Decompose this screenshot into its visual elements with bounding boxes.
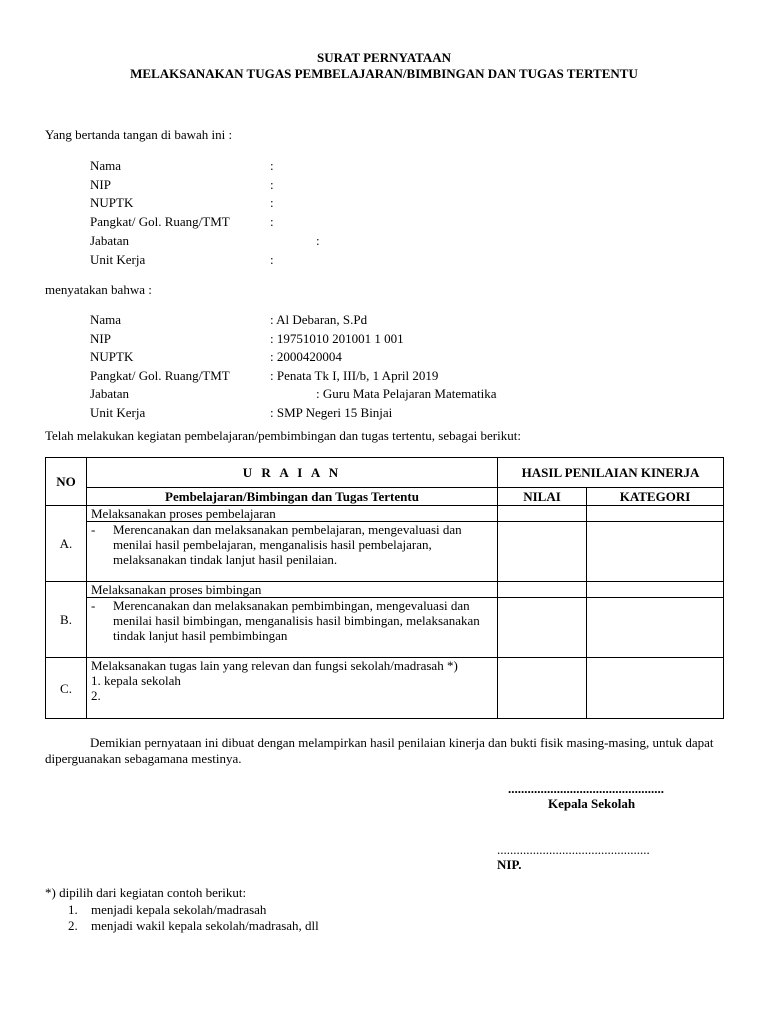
field-value: : SMP Negeri 15 Binjai — [270, 405, 393, 420]
kategori-cell — [587, 582, 724, 598]
field-label: NIP — [90, 177, 111, 192]
table-row — [46, 658, 724, 719]
table-header-row — [46, 458, 724, 488]
field-value: : Al Debaran, S.Pd — [270, 312, 368, 327]
field-label: NIP — [90, 331, 111, 346]
nilai-cell — [498, 598, 587, 658]
field-label: Unit Kerja — [90, 405, 146, 420]
footnote-item-text: menjadi kepala sekolah/madrasah — [91, 902, 267, 917]
row-number: C. — [46, 658, 87, 719]
footnote-item — [68, 901, 267, 918]
kategori-cell — [587, 522, 724, 582]
signature-nip: NIP. — [497, 857, 522, 872]
field-value: : 19751010 201001 1 001 — [270, 331, 404, 346]
signature-line-top: ................................................ — [508, 781, 664, 796]
footnote-item-number: 1. — [68, 902, 78, 917]
table-row — [46, 522, 724, 582]
field-label: NUPTK — [90, 349, 134, 364]
sub-nilai-header: NILAI — [498, 488, 587, 506]
row-item: 1. kepala sekolah — [91, 673, 181, 688]
footnote-item-text: menjadi wakil kepala sekolah/madrasah, dll — [91, 918, 319, 933]
col-no-header: NO — [46, 458, 87, 506]
field-value: : Guru Mata Pelajaran Matematika — [316, 386, 497, 401]
row-detail-text: Merencanakan dan melaksanakan pembimbingan, mengevaluasi dan menilai hasil bimbingan, menganalisis hasil bimbingan, melaksanakan tindak lanjut hasil pembimbingan — [113, 598, 480, 643]
row-heading: Melaksanakan proses pembelajaran — [87, 506, 498, 522]
footnote-intro: *) dipilih dari kegiatan contoh berikut: — [45, 885, 247, 900]
kategori-cell — [587, 506, 724, 522]
dash-bullet: - — [91, 598, 96, 613]
field-value: : — [270, 252, 274, 267]
field-value: : — [270, 177, 274, 192]
footnote-item — [68, 917, 319, 934]
footnote-item-number: 2. — [68, 918, 78, 933]
nilai-cell — [498, 658, 587, 719]
field-label: Nama — [90, 158, 122, 173]
intro-text: Yang bertanda tangan di bawah ini : — [45, 127, 233, 142]
field-label: NUPTK — [90, 195, 134, 210]
table-row — [46, 582, 724, 598]
closing-paragraph: Demikian pernyataan ini dibuat dengan melampirkan hasil penilaian kinerja dan bukti fisik masing-masing, untuk dapat diperguanakan sebagamana mestinya. — [45, 735, 714, 766]
field-value: : — [316, 233, 320, 248]
row-heading: Melaksanakan tugas lain yang relevan dan fungsi sekolah/madrasah *) — [91, 658, 458, 673]
row-number: B. — [46, 582, 87, 658]
table-row — [46, 506, 724, 522]
table-subheader-row — [46, 488, 724, 506]
sub-kategori-header: KATEGORI — [587, 488, 724, 506]
row-detail — [87, 598, 498, 658]
nilai-cell — [498, 522, 587, 582]
field-label: Jabatan — [90, 233, 129, 248]
row-heading: Melaksanakan proses bimbingan — [87, 582, 498, 598]
dash-bullet: - — [91, 522, 96, 537]
kategori-cell — [587, 658, 724, 719]
sub-uraian-header: Pembelajaran/Bimbingan dan Tugas Tertentu — [87, 488, 498, 506]
field-value: : — [270, 158, 274, 173]
field-value: : Penata Tk I, III/b, 1 April 2019 — [270, 368, 439, 383]
field-value: : — [270, 195, 274, 210]
row-item: 2. — [91, 688, 101, 703]
kategori-cell — [587, 598, 724, 658]
document-title: SURAT PERNYATAAN — [317, 50, 451, 65]
col-hasil-header: HASIL PENILAIAN KINERJA — [498, 458, 724, 488]
declare-text: menyatakan bahwa : — [45, 282, 152, 297]
row-number: A. — [46, 506, 87, 582]
signature-role: Kepala Sekolah — [548, 796, 636, 811]
row-detail — [87, 658, 498, 719]
signature-line-bottom: ............................................... — [497, 842, 650, 857]
nilai-cell — [498, 582, 587, 598]
table-row — [46, 598, 724, 658]
col-uraian-header: U R A I A N — [87, 458, 498, 488]
row-detail-text: Merencanakan dan melaksanakan pembelajaran, mengevaluasi dan menilai hasil pembelajaran, menganalisis hasil pembelajaran, melaksanakan tindak lanjut hasil penilaian. — [113, 522, 462, 567]
field-value: : — [270, 214, 274, 229]
field-label: Unit Kerja — [90, 252, 146, 267]
field-value: : 2000420004 — [270, 349, 342, 364]
document-subtitle: MELAKSANAKAN TUGAS PEMBELAJARAN/BIMBINGAN DAN TUGAS TERTENTU — [130, 66, 638, 81]
field-label: Pangkat/ Gol. Ruang/TMT — [90, 214, 230, 229]
performance-table — [45, 457, 724, 719]
field-label: Jabatan — [90, 386, 129, 401]
row-detail — [87, 522, 498, 582]
field-label: Pangkat/ Gol. Ruang/TMT — [90, 368, 230, 383]
nilai-cell — [498, 506, 587, 522]
field-label: Nama — [90, 312, 122, 327]
activity-intro: Telah melakukan kegiatan pembelajaran/pembimbingan dan tugas tertentu, sebagai berikut: — [45, 428, 521, 443]
